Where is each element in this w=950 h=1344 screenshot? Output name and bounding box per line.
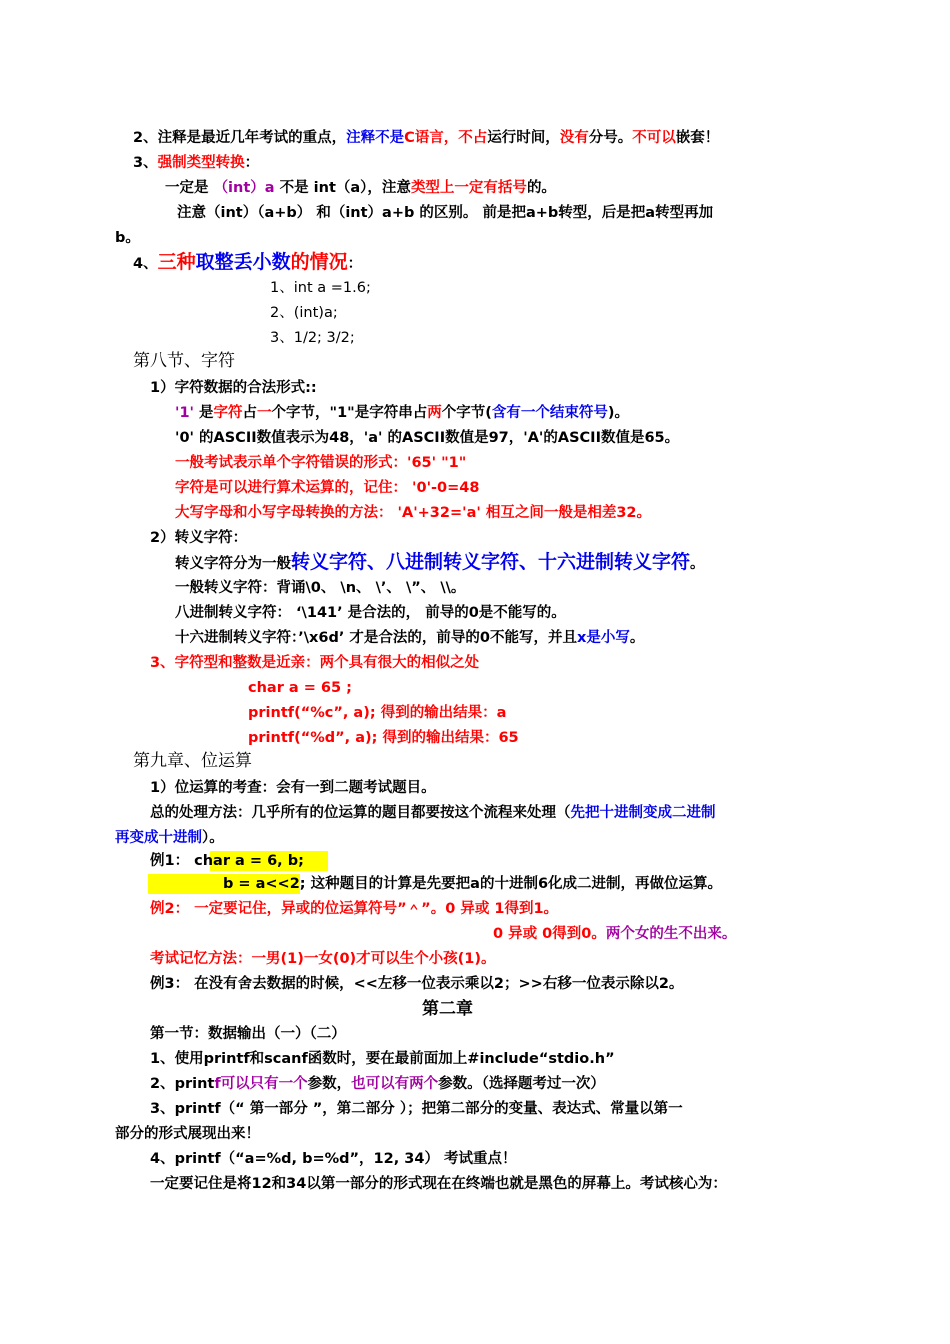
example-1-shift-line: b = a<<2; 这种题目的计算是先要把a的十进制6化成二进制，再做位运算。 (223, 876, 723, 892)
cast-difference-line-cont: b。 (115, 230, 140, 246)
printf-format-note: 3、printf（“ 第一部分 ”，第二部分 ）；把第二部分的变量、表达式、常量以第一 (150, 1101, 683, 1117)
section-1-title: 第一节：数据输出（一）（二） (150, 1026, 346, 1042)
case-conversion: 大写字母和小写字母转换的方法： 'A'+32='a' 相互之间一般是相差32。 (175, 505, 652, 521)
char-error-forms: 一般考试表示单个字符错误的形式：'65' "1" (175, 455, 467, 471)
char-arithmetic: 字符是可以进行算术运算的，记住： '0'-0=48 (175, 480, 480, 496)
cast-heading: 3、强制类型转换： (133, 155, 260, 171)
example-2-cont: 0 异或 0得到0。两个女的生不出来。 (493, 926, 737, 942)
char-vs-string-line: '1' 是字符占一个字节，"1"是字符串占两个字节(含有一个结束符号)。 (175, 405, 630, 421)
escape-hex: 十六进制转义字符：’\x6d’ 才是合法的，前导的0不能写，并且x是小写。 (175, 630, 645, 646)
printf-args-note: 2、printf可以只有一个参数，也可以有两个参数。（选择题考过一次） (150, 1076, 605, 1092)
char-int-relation: 3、字符型和整数是近亲：两个具有很大的相似之处 (150, 655, 480, 671)
escape-octal: 八进制转义字符： ‘\141’ 是合法的， 前导的0是不能写的。 (175, 605, 566, 621)
printf-format-note-cont: 部分的形式展现出来！ (115, 1126, 260, 1142)
escape-general: 一般转义字符：背诵\0、 \n、 \’、 \”、 \\。 (175, 580, 466, 596)
code-char-a: char a = 65 ; (248, 680, 352, 696)
cast-difference-line: 注意（int）（a+b） 和（int）a+b 的区别。 前是把a+b转型，后是把a转型再加 (177, 205, 714, 221)
include-note: 1、使用printf和scanf函数时，要在最前面加上#include“stdio.h” (150, 1051, 615, 1067)
code-printf-c: printf(“%c”, a); 得到的输出结果：a (248, 705, 507, 721)
truncation-case-2: 2、(int)a; (270, 305, 338, 321)
code-printf-d: printf(“%d”, a); 得到的输出结果：65 (248, 730, 519, 746)
bitop-exam: 1）位运算的考查：会有一到二题考试题目。 (150, 780, 436, 796)
ascii-values-line: '0' 的ASCII数值表示为48，'a' 的ASCII数值是97，'A'的ASCII数值是65。 (175, 430, 680, 446)
printf-example: 4、printf（“a=%d, b=%d”，12, 34） 考试重点！ (150, 1151, 517, 1167)
memory-trick: 考试记忆方法：一男(1)一女(0)才可以生个小孩(1)。 (150, 951, 496, 967)
escape-types-line: 转义字符分为一般转义字符、八进制转义字符、十六进制转义字符。 (175, 551, 705, 573)
truncation-heading: 4、三种取整丢小数的情况： (133, 251, 363, 273)
printf-core-note: 一定要记住是将12和34以第一部分的形式现在在终端也就是黑色的屏幕上。考试核心为： (150, 1176, 727, 1192)
note-comment-line: 2、注释是最近几年考试的重点，注释不是C语言，不占运行时间，没有分号。不可以嵌套！ (133, 130, 720, 146)
chapter-2-title: 第二章 (422, 999, 473, 1019)
example-2-line: 例2： 一定要记住，异或的位运算符号”＾”。0 异或 1得到1。 (150, 901, 559, 917)
truncation-case-1: 1、int a =1.6; (270, 280, 371, 296)
example-1-line: 例1： char a = 6, b; (150, 853, 304, 869)
bitop-method-cont: 再变成十进制）。 (115, 830, 224, 846)
truncation-case-3: 3、1/2; 3/2; (270, 330, 355, 346)
cast-rule-line: 一定是 （int）a 不是 int（a），注意类型上一定有括号的。 (165, 180, 556, 196)
bitop-method: 总的处理方法：几乎所有的位运算的题目都要按这个流程来处理（先把十进制变成二进制 (150, 805, 716, 821)
example-3-line: 例3： 在没有舍去数据的时候，<<左移一位表示乘以2；>>右移一位表示除以2。 (150, 976, 684, 992)
escape-heading: 2）转义字符： (150, 530, 248, 546)
section-8-title: 第八节、字符 (133, 351, 235, 371)
chapter-9-title: 第九章、位运算 (133, 751, 252, 771)
char-legal-forms: 1）字符数据的合法形式:: (150, 380, 317, 396)
